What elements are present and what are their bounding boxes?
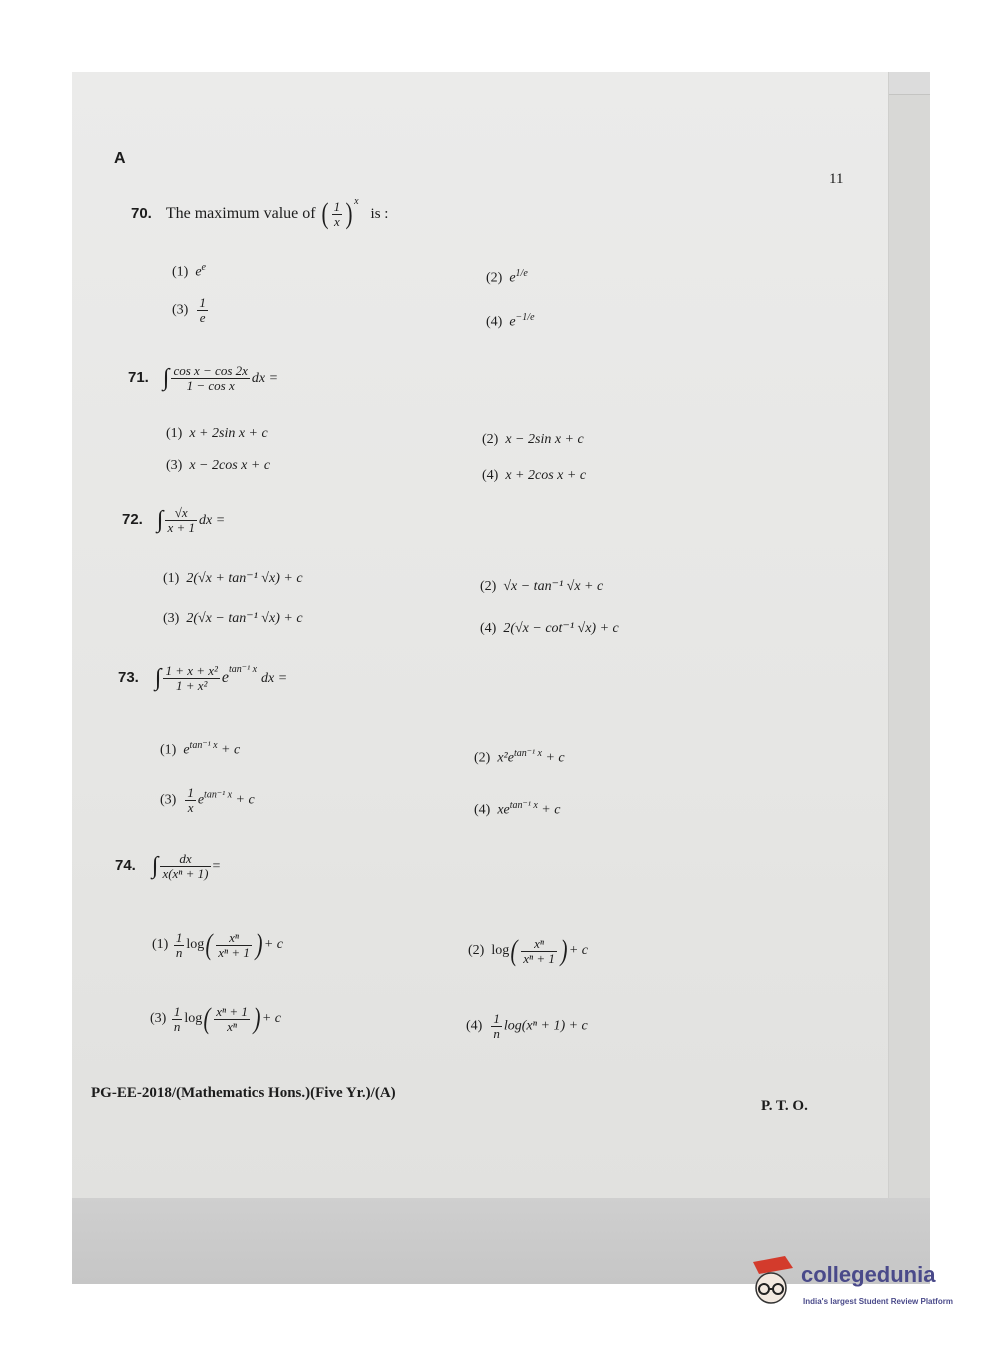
underlying-page <box>888 94 930 1199</box>
brand-tagline: India's largest Student Review Platform <box>803 1297 953 1306</box>
question-70: 70. The maximum value of ( $\frac{1}{x}$ ) $^x$ is : <box>131 196 389 231</box>
option-71-3: (3) x − 2cos x + c <box>166 458 271 473</box>
option-71-2: (2) x − 2sin x + c <box>482 432 584 447</box>
option-73-1: (1) $e^{tan^{-1} x} + c$ <box>160 740 241 758</box>
option-70-2: (2) $e^{1/e}$ <box>486 268 528 286</box>
brand-name: collegedunia <box>801 1262 936 1287</box>
paper-code: PG-EE-2018/(Mathematics Hons.)(Five Yr.)/(A) <box>91 1085 396 1101</box>
option-74-1: (1) $\frac{1}{n}$ log( $\frac{\text{xⁿ}}{\text{xⁿ + 1}}$ ) + c <box>152 928 284 961</box>
option-73-4: (4) $xe^{tan^{-1} x} + c$ <box>474 800 561 818</box>
option-74-3: (3) $\frac{1}{n}$ log( $\frac{\text{xⁿ + 1}}{\text{xⁿ}}$ ) + c <box>150 1002 282 1035</box>
option-72-2: (2) √x − tan⁻¹ √x + c <box>480 579 604 594</box>
question-number: 70. <box>131 205 152 222</box>
pto-label: P. T. O. <box>761 1098 808 1114</box>
series-label: A <box>114 150 126 167</box>
question-73: 73. ∫ $\frac{\text{1 + x + x²}}{\text{1 + x²}}$ $e^{tan^{-1} x}$ dx = <box>118 663 288 693</box>
collegedunia-logo <box>745 1254 797 1315</box>
option-72-1: (1) 2(√x + tan⁻¹ √x) + c <box>163 571 303 586</box>
option-73-2: (2) $x^2e^{tan^{-1} x} + c$ <box>474 748 565 766</box>
question-72: 72. ∫ $\frac{√x}{x + 1}$ dx = <box>122 505 226 535</box>
option-71-4: (4) x + 2cos x + c <box>482 468 587 483</box>
option-72-4: (4) 2(√x − cot⁻¹ √x) + c <box>480 621 619 636</box>
option-70-4: (4) $e^{-1/e}$ <box>486 312 535 330</box>
question-71: 71. ∫ $\frac{\text{cos x − cos 2x}}{\text{1 − cos x}}$ dx = <box>128 363 279 393</box>
mascot-icon <box>745 1254 797 1310</box>
option-74-4: (4) $\frac{1}{n}$ log(xⁿ + 1) + c <box>466 1011 588 1041</box>
option-71-1: (1) x + 2sin x + c <box>166 426 268 441</box>
option-74-2: (2) log( $\frac{\text{xⁿ}}{\text{xⁿ + 1}}$ ) + c <box>468 934 589 967</box>
question-74: 74. ∫ $\frac{dx}{\text{x(xⁿ + 1)}}$ = <box>115 851 221 881</box>
page-number: 11 <box>829 171 844 187</box>
option-70-3: (3) $\frac{1}{e}$ <box>172 295 206 325</box>
option-73-3: (3) $\frac{1}{x}$ $e^{tan^{-1} x} + c$ <box>160 785 255 815</box>
question-stem: The maximum value of <box>165 205 316 222</box>
option-72-3: (3) 2(√x − tan⁻¹ √x) + c <box>163 611 303 626</box>
option-70-1: (1) $e^e$ <box>172 262 206 280</box>
